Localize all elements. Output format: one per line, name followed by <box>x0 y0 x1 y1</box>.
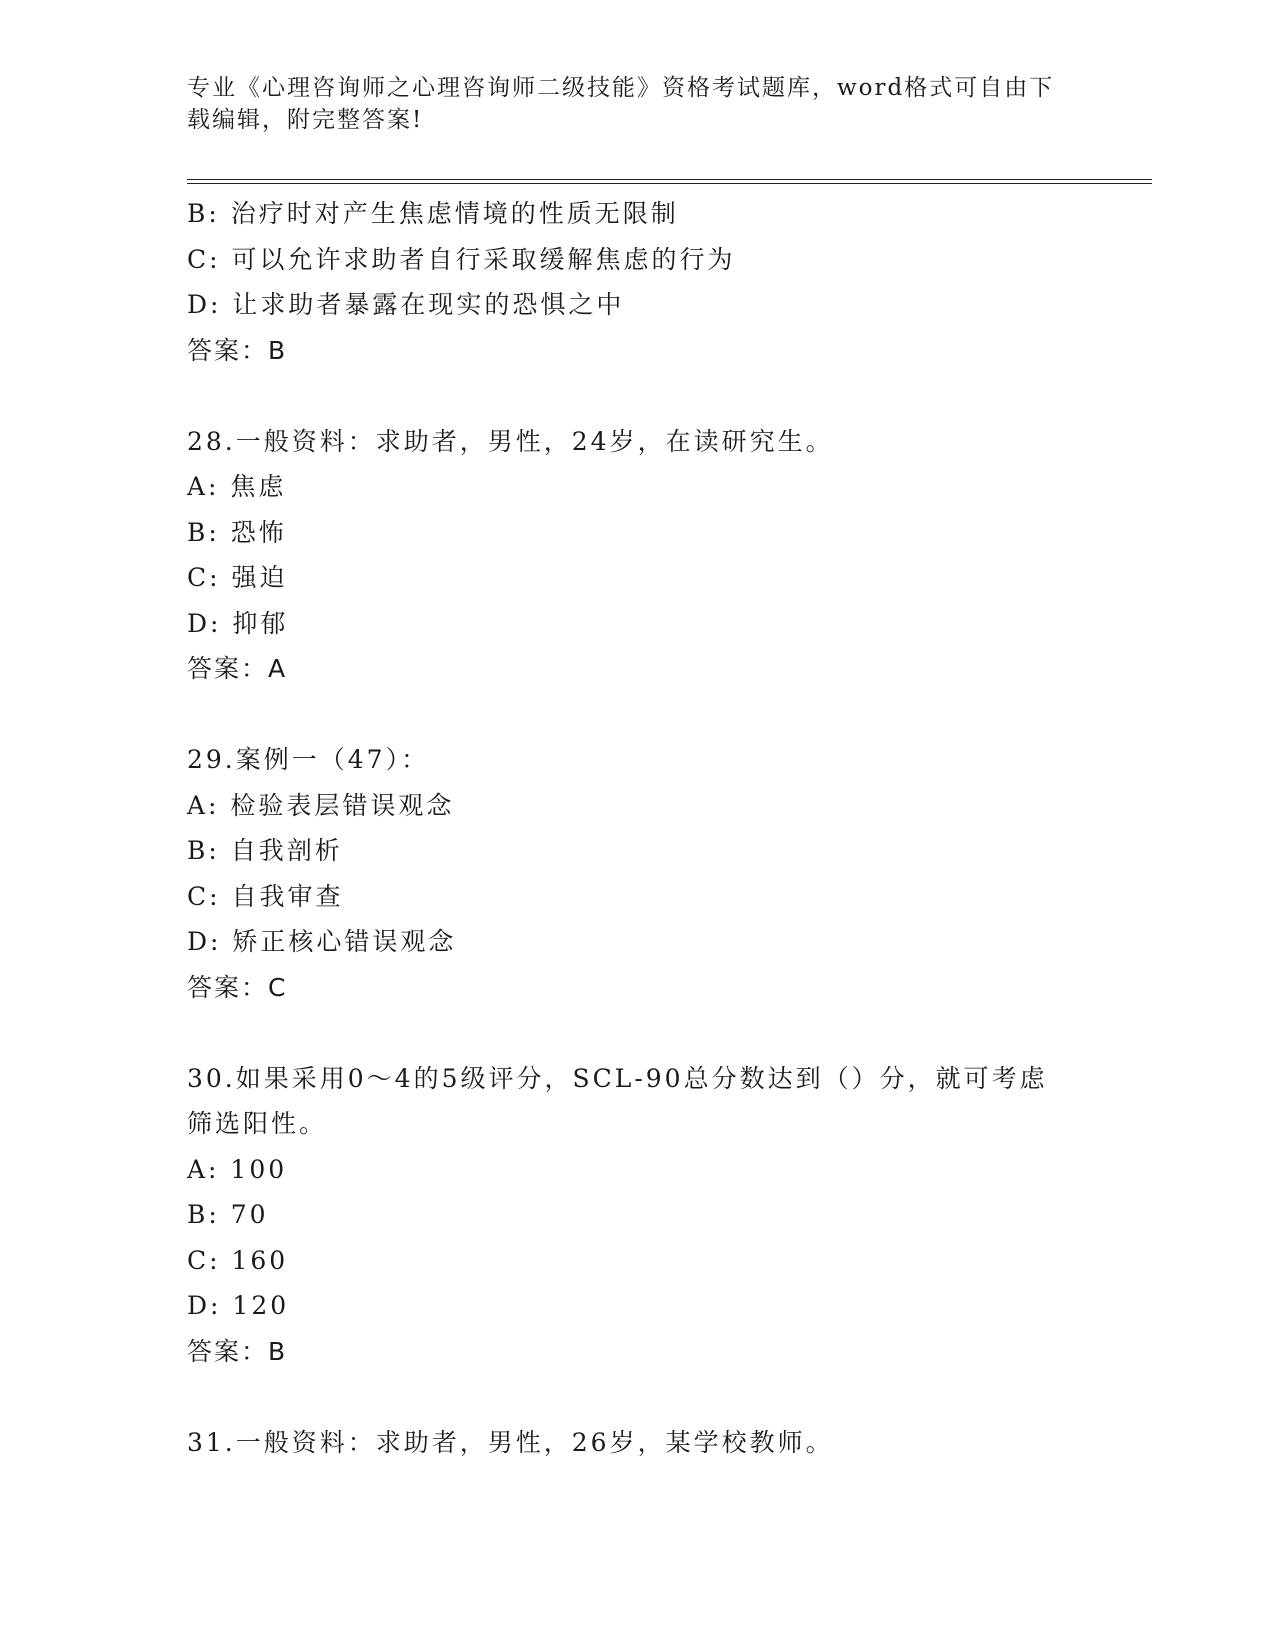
option-b: B: 治疗时对产生焦虑情境的性质无限制 <box>187 199 679 228</box>
option-b: B: 70 <box>187 1200 269 1229</box>
option-a: A: 焦虑 <box>187 472 287 501</box>
spacer <box>187 1374 1087 1420</box>
spacer <box>187 1010 1087 1056</box>
option-c: C: 自我审查 <box>187 881 344 911</box>
header-divider-top <box>187 179 1152 180</box>
question-block-28 <box>187 419 1087 692</box>
answer-line: 答案：B <box>187 335 288 365</box>
option-c: C: 160 <box>187 1245 289 1275</box>
spacer <box>187 692 1087 738</box>
question-block-29 <box>187 737 1087 1010</box>
question-text: 28.一般资料：求助者，男性，24岁，在读研究生。 <box>187 426 834 456</box>
document-header-text: 专业《心理咨询师之心理咨询师二级技能》资格考试题库，word格式可自由下载编辑，附完整答案! <box>187 75 1055 133</box>
question-block-30 <box>187 1056 1087 1375</box>
question-block-27 <box>187 191 1087 373</box>
answer-line: 答案：A <box>187 654 288 683</box>
question-list <box>187 191 1087 1465</box>
spacer <box>187 373 1087 419</box>
option-c: C: 可以允许求助者自行采取缓解焦虑的行为 <box>187 244 736 274</box>
option-d: D: 抑郁 <box>187 608 289 638</box>
option-a: A: 检验表层错误观念 <box>187 790 455 820</box>
answer-line: 答案：B <box>187 1336 288 1366</box>
option-c: C: 强迫 <box>187 563 288 592</box>
question-text: 30.如果采用0～4的5级评分，SCL-90总分数达到（）分，就可考虑筛选阳性。 <box>187 1063 1048 1138</box>
question-text: 31.一般资料：求助者，男性，26岁，某学校教师。 <box>187 1427 834 1457</box>
option-d: D: 120 <box>187 1291 290 1320</box>
answer-line: 答案：C <box>187 972 288 1002</box>
option-b: B: 自我剖析 <box>187 836 343 865</box>
option-d: D: 让求助者暴露在现实的恐惧之中 <box>187 290 625 319</box>
option-d: D: 矫正核心错误观念 <box>187 927 457 956</box>
header-divider-bottom <box>187 183 1152 184</box>
question-text: 29.案例一（47）： <box>187 745 430 774</box>
option-a: A: 100 <box>187 1154 288 1184</box>
option-b: B: 恐怖 <box>187 517 287 547</box>
question-block-31 <box>187 1420 1087 1466</box>
